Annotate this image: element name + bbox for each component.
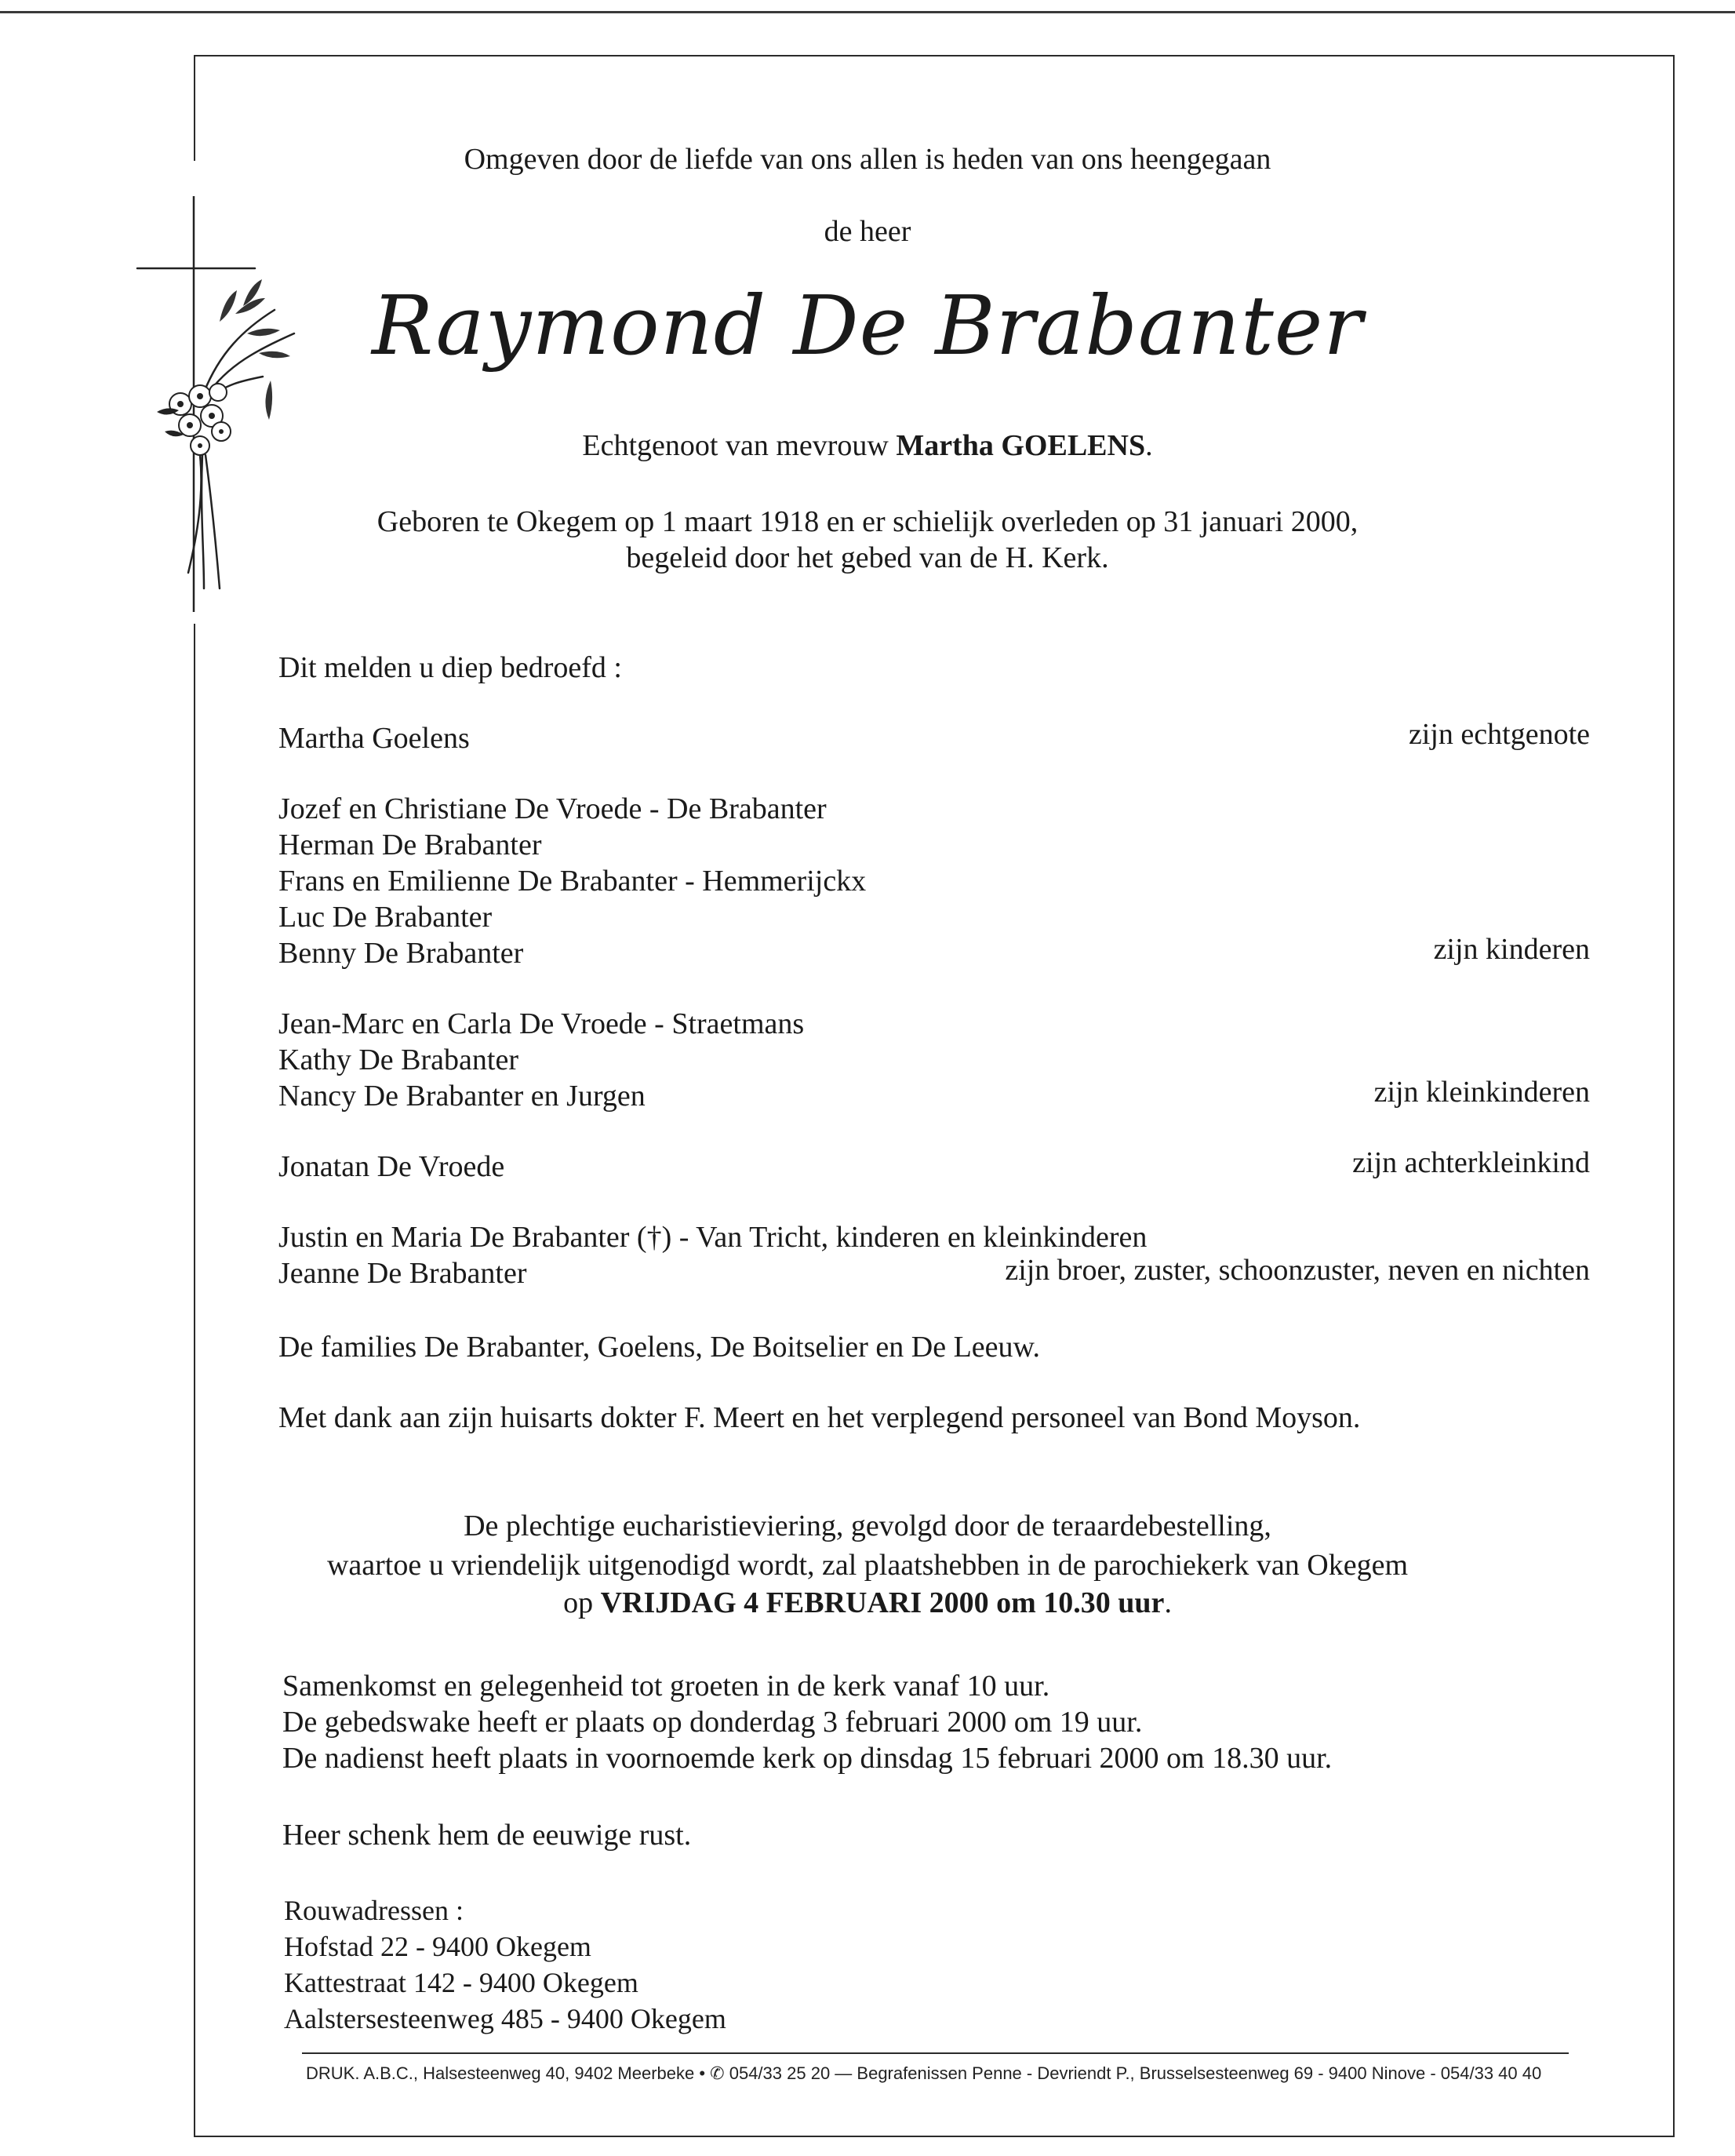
address-line: Aalstersesteenweg 485 - 9400 Okegem bbox=[284, 2003, 726, 2034]
spouse-prefix: Echtgenoot van mevrouw bbox=[582, 429, 897, 462]
mourner-name: Luc De Brabanter bbox=[278, 901, 493, 934]
mourner-name: Jonatan De Vroede bbox=[278, 1150, 505, 1183]
spouse-line bbox=[0, 428, 1735, 464]
printer-footer: DRUK. A.B.C., Halsesteenweg 40, 9402 Meerbeke • ✆ 054/33 25 20 — Begrafenissen Penne - Devriendt P., Brusselsesteenweg 69 - 9400 Ninove - 054/33 40 40 bbox=[306, 2063, 1542, 2083]
service-date: VRIJDAG 4 FEBRUARI 2000 om 10.30 uur bbox=[600, 1586, 1165, 1619]
detail-line: Samenkomst en gelegenheid tot groeten in de kerk vanaf 10 uur. bbox=[282, 1670, 1050, 1703]
mourner-name: Herman De Brabanter bbox=[278, 829, 542, 861]
address-line: Kattestraat 142 - 9400 Okegem bbox=[284, 1967, 638, 1998]
intro-text: Omgeven door de liefde van ons allen is heden van ons heengegaan bbox=[464, 143, 1271, 176]
mourner-name: Frans en Emilienne De Brabanter - Hemmerijckx bbox=[278, 865, 867, 898]
mourner-name: Martha Goelens bbox=[278, 722, 470, 755]
mourner-name: Jean-Marc en Carla De Vroede - Straetmans bbox=[278, 1007, 805, 1040]
mourner-name: Justin en Maria De Brabanter (†) - Van Tricht, kinderen en kleinkinderen bbox=[278, 1221, 1148, 1254]
address-line: Hofstad 22 - 9400 Okegem bbox=[284, 1931, 591, 1962]
prayer-line: Heer schenk hem de eeuwige rust. bbox=[282, 1819, 692, 1852]
mourner-name: Kathy De Brabanter bbox=[278, 1043, 518, 1076]
service-line-2: waartoe u vriendelijk uitgenodigd wordt, zal plaatshebben in de parochiekerk van Okegem bbox=[326, 1549, 1409, 1582]
birth-death-line: Geboren te Okegem op 1 maart 1918 en er schielijk overleden op 31 januari 2000, bbox=[376, 505, 1359, 538]
mourner-name: Nancy De Brabanter en Jurgen bbox=[278, 1080, 646, 1113]
relation-label: zijn broer, zuster, schoonzuster, neven en nichten bbox=[1005, 1254, 1590, 1287]
footer-rule bbox=[302, 2052, 1569, 2054]
mourners-intro: Dit melden u diep bedroefd : bbox=[278, 651, 622, 684]
mourner-name: Benny De Brabanter bbox=[278, 937, 524, 970]
thanks-line: Met dank aan zijn huisarts dokter F. Meert en het verplegend personeel van Bond Moyson. bbox=[278, 1401, 1361, 1434]
detail-line: De gebedswake heeft er plaats op donderdag 3 februari 2000 om 19 uur. bbox=[282, 1706, 1143, 1739]
church-line: begeleid door het gebed van de H. Kerk. bbox=[626, 541, 1109, 574]
families-line: De families De Brabanter, Goelens, De Boitselier en De Leeuw. bbox=[278, 1331, 1040, 1364]
honorific: de heer bbox=[824, 215, 911, 248]
mourner-name: Jeanne De Brabanter bbox=[278, 1257, 527, 1290]
spouse-name: Martha GOELENS bbox=[896, 429, 1146, 462]
top-border-line bbox=[0, 11, 1735, 13]
relation-label: zijn kinderen bbox=[1433, 933, 1590, 966]
addresses-label: Rouwadressen : bbox=[284, 1895, 464, 1926]
service-date-line bbox=[0, 1585, 1735, 1621]
date-prefix: op bbox=[563, 1586, 601, 1619]
deceased-name: Raymond De Brabanter bbox=[371, 278, 1364, 373]
relation-label: zijn kleinkinderen bbox=[1373, 1076, 1590, 1109]
relation-label: zijn echtgenote bbox=[1408, 718, 1590, 751]
spouse-suffix: . bbox=[1145, 429, 1153, 462]
detail-line: De nadienst heeft plaats in voornoemde kerk op dinsdag 15 februari 2000 om 18.30 uur. bbox=[282, 1742, 1333, 1775]
mourner-name: Jozef en Christiane De Vroede - De Brabanter bbox=[278, 792, 827, 825]
relation-label: zijn achterkleinkind bbox=[1352, 1146, 1590, 1179]
service-line-1: De plechtige eucharistieviering, gevolgd door de teraardebestelling, bbox=[464, 1510, 1271, 1542]
date-suffix: . bbox=[1164, 1586, 1172, 1619]
